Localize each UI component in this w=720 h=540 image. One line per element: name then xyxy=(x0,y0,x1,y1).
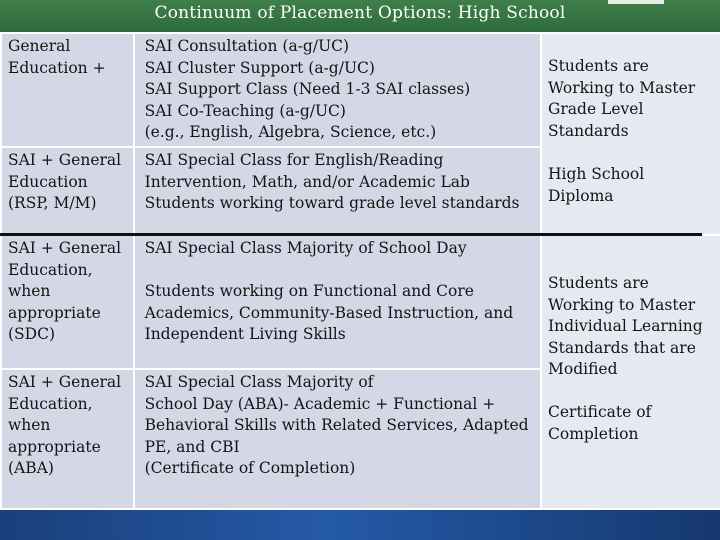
section-divider xyxy=(0,233,702,236)
page-title: Continuum of Placement Options: High School xyxy=(154,3,566,23)
description-cell xyxy=(134,369,550,509)
description-text: SAI Special Class for English/Reading Intervention, Math, and/or Academic Lab Students working toward grade level standards xyxy=(144,151,520,213)
description-text: SAI Special Class Majority of School Day (ABA)- Academic + Functional + Behavioral Skills with Related Services, Adapted PE, and CBI (Certificate of Completion) xyxy=(144,373,529,478)
description-text: SAI Special Class Majority of School Day Students working on Functional and Core Academics, Community-Based Instruction, and Independent Living Skills xyxy=(144,239,514,344)
outcome-result-text: High School Diploma xyxy=(548,165,645,205)
placement-label: SAI + General Education, when appropriate (ABA) xyxy=(8,373,122,478)
placement-label: SAI + General Education, when appropriate (SDC) xyxy=(8,239,122,344)
placement-cell xyxy=(1,33,134,147)
description-cell xyxy=(134,235,550,369)
placement-label: SAI + General Education (RSP, M/M) xyxy=(8,151,122,213)
footer-bar xyxy=(0,510,720,540)
description-cell xyxy=(134,147,550,235)
placement-cell xyxy=(1,235,134,369)
outcome-standards-text: Students are Working to Master Individual Learning Standards that are Modified xyxy=(548,274,703,379)
description-text: SAI Consultation (a-g/UC) SAI Cluster Support (a-g/UC) SAI Support Class (Need 1-3 SAI classes) SAI Co-Teaching (a-g/UC) (e.g., English, Algebra, Science, etc.) xyxy=(144,37,471,142)
placement-label: General Education + xyxy=(8,37,106,77)
outcome-result-text: Certificate of Completion xyxy=(548,403,652,443)
outcome-panel-bottom xyxy=(540,236,720,508)
outcome-standards-text: Students are Working to Master Grade Level Standards xyxy=(548,57,696,140)
title-bar xyxy=(0,0,720,32)
description-cell xyxy=(134,33,550,147)
placement-cell xyxy=(1,147,134,235)
outcome-panel-top xyxy=(540,34,720,234)
placement-cell xyxy=(1,369,134,509)
